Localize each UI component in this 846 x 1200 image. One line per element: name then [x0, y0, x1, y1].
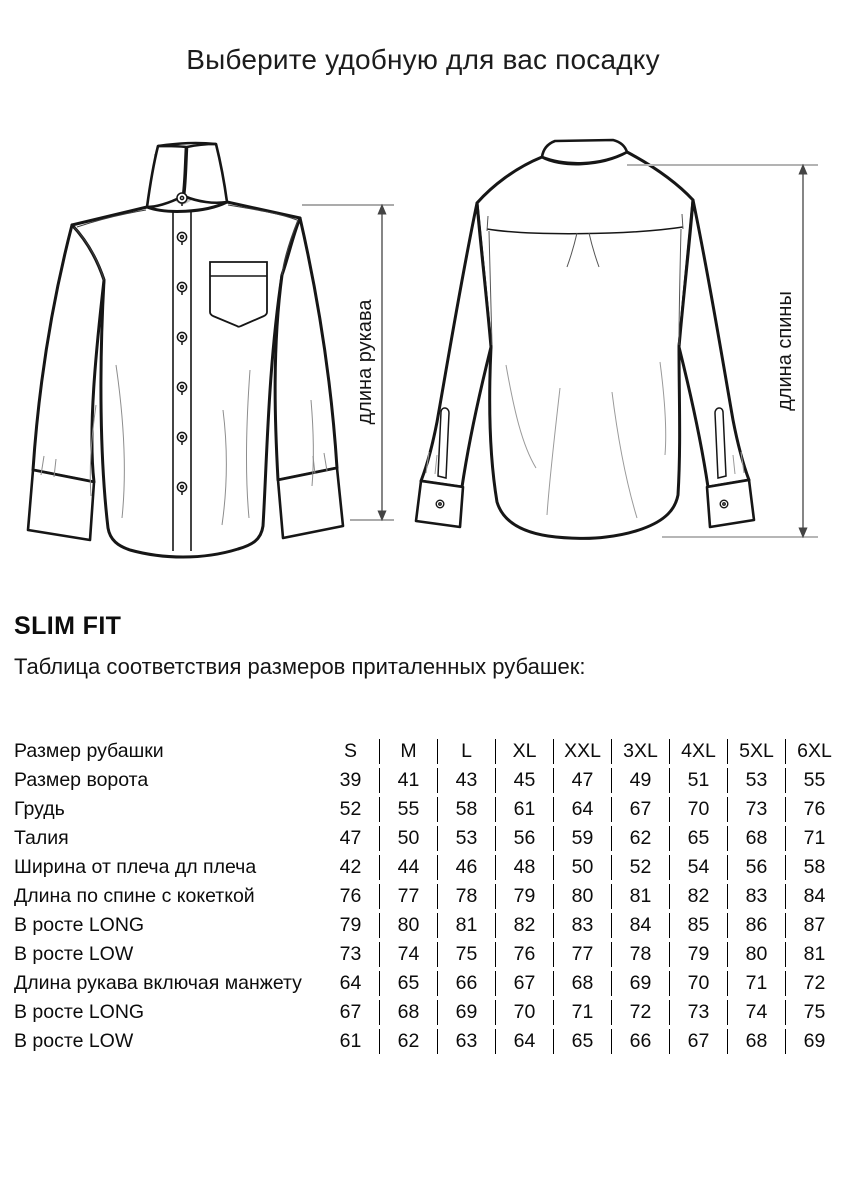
value-cell: 64	[495, 1029, 553, 1054]
size-header-cell: XXL	[553, 739, 611, 764]
value-cell: 43	[437, 768, 495, 793]
value-cell: 79	[669, 942, 727, 967]
page-title: Выберите удобную для вас посадку	[186, 44, 660, 75]
value-cell: 68	[727, 1029, 785, 1054]
value-cell: 54	[669, 855, 727, 880]
row-label: В росте LOW	[14, 1030, 134, 1052]
size-header-cell: 4XL	[669, 739, 727, 764]
value-cell: 79	[339, 914, 362, 936]
table-row	[14, 768, 843, 793]
size-header-cell: 3XL	[611, 739, 669, 764]
value-cell: 67	[339, 1001, 362, 1023]
shirt-front-drawing	[28, 202, 343, 557]
back-left-sleeve	[421, 203, 491, 487]
value-cell: 71	[553, 1000, 611, 1025]
value-cell: 56	[727, 855, 785, 880]
value-cell: 68	[553, 971, 611, 996]
value-cell: 76	[785, 797, 843, 822]
value-cell: 73	[727, 797, 785, 822]
value-cell: 71	[785, 826, 843, 851]
value-cell: 78	[611, 942, 669, 967]
value-cell: 39	[339, 769, 362, 791]
shirt-diagram	[0, 110, 846, 580]
value-cell: 82	[669, 884, 727, 909]
value-cell: 55	[379, 797, 437, 822]
size-header-cell: S	[343, 740, 357, 762]
row-label: В росте LOW	[14, 943, 134, 965]
table-row	[14, 1029, 843, 1054]
value-cell: 71	[727, 971, 785, 996]
value-cell: 67	[611, 797, 669, 822]
arrow-up-icon	[799, 165, 807, 174]
value-cell: 82	[495, 913, 553, 938]
value-cell: 73	[669, 1000, 727, 1025]
value-cell: 64	[553, 797, 611, 822]
fit-heading: SLIM FIT	[14, 612, 122, 640]
value-cell: 44	[379, 855, 437, 880]
arrow-down-icon	[799, 528, 807, 537]
value-cell: 46	[437, 855, 495, 880]
row-label: Талия	[14, 827, 69, 849]
value-cell: 67	[495, 971, 553, 996]
value-cell: 64	[339, 972, 362, 994]
row-label: Грудь	[14, 798, 65, 820]
value-cell: 83	[553, 913, 611, 938]
back-right-sleeve	[679, 200, 749, 487]
value-cell: 80	[553, 884, 611, 909]
row-label: В росте LONG	[14, 1001, 145, 1023]
size-header-row	[14, 739, 843, 764]
value-cell: 65	[553, 1029, 611, 1054]
value-cell: 62	[379, 1029, 437, 1054]
value-cell: 61	[495, 797, 553, 822]
front-left-sleeve	[33, 225, 104, 482]
value-cell: 50	[553, 855, 611, 880]
value-cell: 87	[785, 913, 843, 938]
value-cell: 55	[785, 768, 843, 793]
value-cell: 67	[669, 1029, 727, 1054]
value-cell: 83	[727, 884, 785, 909]
arrow-up-icon	[378, 205, 386, 214]
value-cell: 70	[669, 971, 727, 996]
value-cell: 85	[669, 913, 727, 938]
table-row	[14, 797, 843, 822]
value-cell: 49	[611, 768, 669, 793]
row-label: Ширина от плеча дл плеча	[14, 856, 257, 878]
table-row	[14, 942, 843, 967]
front-body	[72, 202, 300, 557]
value-cell: 75	[785, 1000, 843, 1025]
value-cell: 58	[437, 797, 495, 822]
value-cell: 70	[495, 1000, 553, 1025]
value-cell: 76	[339, 885, 362, 907]
value-cell: 66	[437, 971, 495, 996]
size-header-cell: 6XL	[785, 739, 843, 764]
value-cell: 80	[379, 913, 437, 938]
sleeve-length-arrow	[378, 205, 386, 520]
value-cell: 41	[379, 768, 437, 793]
value-cell: 62	[611, 826, 669, 851]
value-cell: 84	[785, 884, 843, 909]
value-cell: 59	[553, 826, 611, 851]
value-cell: 81	[785, 942, 843, 967]
value-cell: 74	[379, 942, 437, 967]
value-cell: 74	[727, 1000, 785, 1025]
row-label: Длина рукава включая манжету	[14, 972, 302, 994]
table-row	[14, 855, 843, 880]
sleeve-length-label: длина рукава	[354, 299, 376, 425]
table-row	[14, 913, 843, 938]
value-cell: 72	[611, 1000, 669, 1025]
value-cell: 80	[727, 942, 785, 967]
size-header-cell: 5XL	[727, 739, 785, 764]
value-cell: 72	[785, 971, 843, 996]
row-label: В росте LONG	[14, 914, 145, 936]
table-row	[14, 1000, 843, 1025]
value-cell: 42	[339, 856, 362, 878]
value-cell: 53	[437, 826, 495, 851]
arrow-down-icon	[378, 511, 386, 520]
value-cell: 81	[611, 884, 669, 909]
value-cell: 51	[669, 768, 727, 793]
value-cell: 45	[495, 768, 553, 793]
value-cell: 69	[437, 1000, 495, 1025]
size-header-cell: M	[379, 739, 437, 764]
value-cell: 53	[727, 768, 785, 793]
value-cell: 69	[785, 1029, 843, 1054]
table-row	[14, 884, 843, 909]
row-label: Размер рубашки	[14, 740, 164, 762]
front-collar-right-leaf	[184, 144, 227, 203]
value-cell: 75	[437, 942, 495, 967]
size-header-cell: L	[437, 739, 495, 764]
value-cell: 56	[495, 826, 553, 851]
value-cell: 47	[339, 827, 362, 849]
size-table	[14, 735, 843, 1058]
table-subtitle: Таблица соответствия размеров приталенных рубашек:	[14, 654, 586, 679]
row-label: Размер ворота	[14, 769, 149, 791]
value-cell: 66	[611, 1029, 669, 1054]
value-cell: 52	[339, 798, 362, 820]
value-cell: 70	[669, 797, 727, 822]
value-cell: 81	[437, 913, 495, 938]
value-cell: 48	[495, 855, 553, 880]
back-right-cuff	[707, 480, 754, 527]
value-cell: 73	[339, 943, 362, 965]
shirt-back-drawing	[416, 140, 754, 538]
value-cell: 84	[611, 913, 669, 938]
value-cell: 68	[379, 1000, 437, 1025]
value-cell: 86	[727, 913, 785, 938]
value-cell: 77	[553, 942, 611, 967]
value-cell: 79	[495, 884, 553, 909]
collar-button	[177, 193, 187, 206]
value-cell: 52	[611, 855, 669, 880]
value-cell: 68	[727, 826, 785, 851]
front-left-cuff	[28, 470, 94, 540]
back-length-arrow	[799, 165, 807, 537]
value-cell: 50	[379, 826, 437, 851]
back-length-label: длина спины	[774, 291, 796, 411]
table-row	[14, 826, 843, 851]
value-cell: 69	[611, 971, 669, 996]
value-cell: 63	[437, 1029, 495, 1054]
table-row	[14, 971, 843, 996]
value-cell: 76	[495, 942, 553, 967]
value-cell: 65	[669, 826, 727, 851]
value-cell: 58	[785, 855, 843, 880]
size-header-cell: XL	[495, 739, 553, 764]
chest-pocket	[210, 262, 267, 327]
value-cell: 61	[339, 1030, 362, 1052]
value-cell: 65	[379, 971, 437, 996]
row-label: Длина по спине с кокеткой	[14, 885, 255, 907]
front-right-cuff	[278, 468, 343, 538]
back-body	[477, 152, 693, 538]
value-cell: 77	[379, 884, 437, 909]
value-cell: 78	[437, 884, 495, 909]
value-cell: 47	[553, 768, 611, 793]
